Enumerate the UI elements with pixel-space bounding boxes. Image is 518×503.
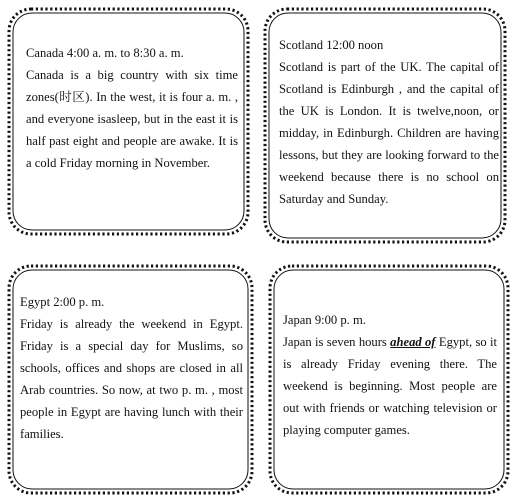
- card-heading: Scotland 12:00 noon: [279, 38, 384, 52]
- emphasized-phrase: ahead of: [390, 335, 436, 349]
- card-heading: Japan 9:00 p. m.: [283, 313, 366, 327]
- card-body: Scotland is part of the UK. The capital of Scotland is Edinburgh , and the capital of the UK is London. It is twelve,noon, or midday, in Edinburgh. Children are having lessons, but they are looking forward to the weekend because there is no school on Saturday and Sunday.: [279, 60, 499, 206]
- card-scotland: [260, 4, 510, 247]
- body-text-end: Egypt, so it is already Friday evening there. The weekend is beginning. Most people are out with friends or watching television or playing computer games.: [283, 335, 498, 437]
- card-heading: Canada 4:00 a. m. to 8:30 a. m.: [26, 46, 184, 60]
- card-japan: [265, 261, 513, 498]
- body-text-start: Japan is seven hours: [283, 335, 391, 349]
- card-egypt: [4, 261, 257, 498]
- card-body: [283, 331, 497, 441]
- card-heading: Egypt 2:00 p. m.: [20, 295, 105, 309]
- card-body: Canada is a big country with six time zones(时区). In the west, it is four a. m. , and everyone isasleep, but in the east it is half past eight and people are awake. It is a cold Friday morning in November.: [26, 68, 238, 170]
- card-body: Friday is already the weekend in Egypt. Friday is a special day for Muslims, so schools, offices and shops are closed in all Arab countries. So now, at two p. m. , most people in Egypt are having lunch with their families.: [20, 317, 243, 441]
- card-canada: [4, 4, 253, 239]
